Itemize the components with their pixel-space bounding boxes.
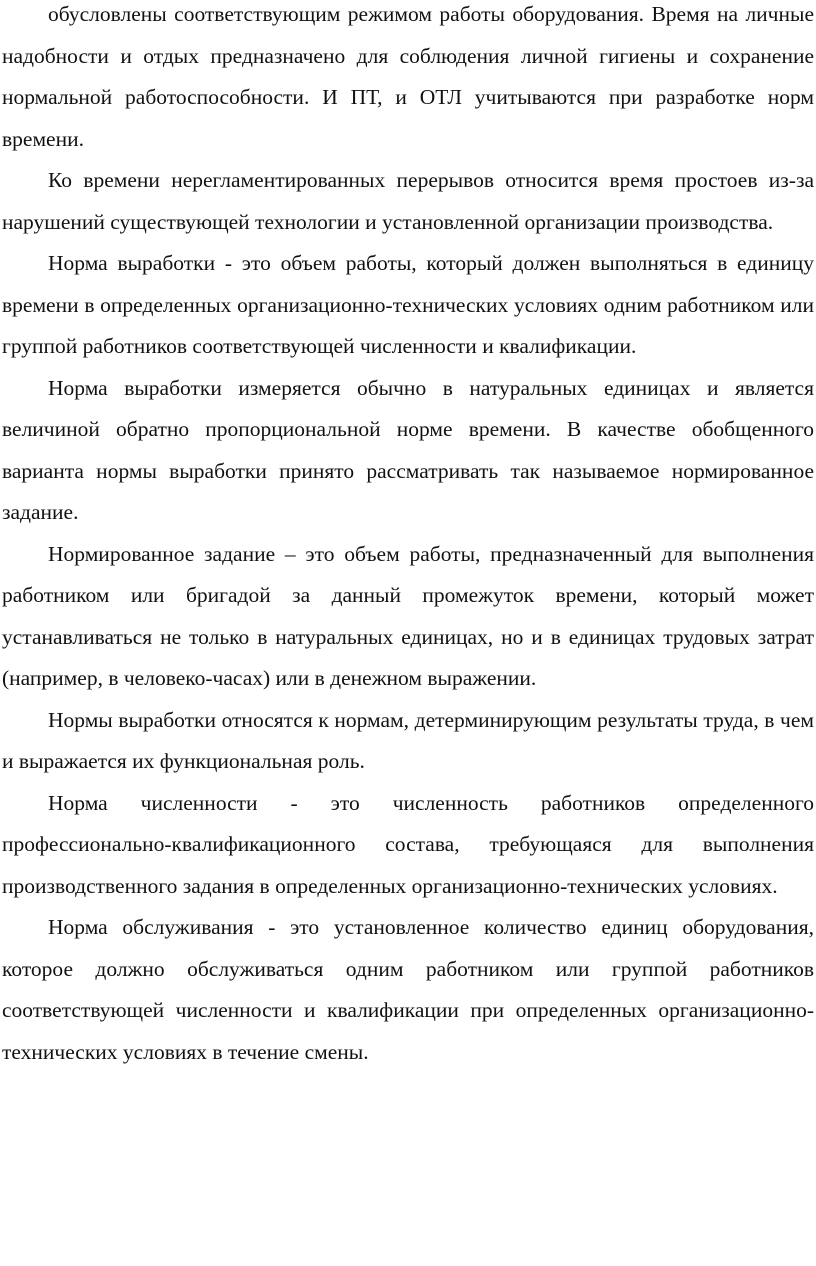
- paragraph-normalized-task: Нормированное задание – это объем работы, предназначенный для выполнения работником или бригадой за данный промежуток времени, который может устанавливаться не только в натуральных единицах, но и в единицах трудовых затрат (например, в человеко-часах) или в денежном выражении.: [2, 541, 814, 690]
- paragraph-headcount-norm: Норма численности - это численность работников определенного профессионально-квалификационного состава, требующаяся для выполнения производственного задания в определенных организационно-технических условиях.: [2, 790, 814, 898]
- paragraph-equipment-mode: обусловлены соответствующим режимом работы оборудования. Время на личные надобности и отдых предназначено для соблюдения личной гигиены и сохранение нормальной работоспособности. И ПТ, и ОТЛ учитываются при разработке норм времени.: [2, 2, 814, 151]
- paragraph-service-norm: Норма обслуживания - это установленное количество единиц оборудования, которое должно обслуживаться одним работником или группой работников соответствующей численности и квалификации при определенных организационно-технических условиях в течение смены.: [2, 915, 814, 1064]
- paragraph-output-norms-role: Нормы выработки относятся к нормам, детерминирующим результаты труда, в чем и выражается их функциональная роль.: [2, 707, 814, 773]
- paragraph-output-norm-measurement: Норма выработки измеряется обычно в натуральных единицах и является величиной обратно пропорциональной норме времени. В качестве обобщенного варианта нормы выработки принято рассматривать так называемое нормированное задание.: [2, 375, 814, 524]
- paragraph-output-norm-definition: Норма выработки - это объем работы, который должен выполняться в единицу времени в определенных организационно-технических условиях одним работником или группой работников соответствующей численности и квалификации.: [2, 251, 814, 358]
- paragraph-unregulated-breaks: Ко времени нерегламентированных перерывов относится время простоев из-за нарушений существующей технологии и установленной организации производства.: [2, 168, 814, 234]
